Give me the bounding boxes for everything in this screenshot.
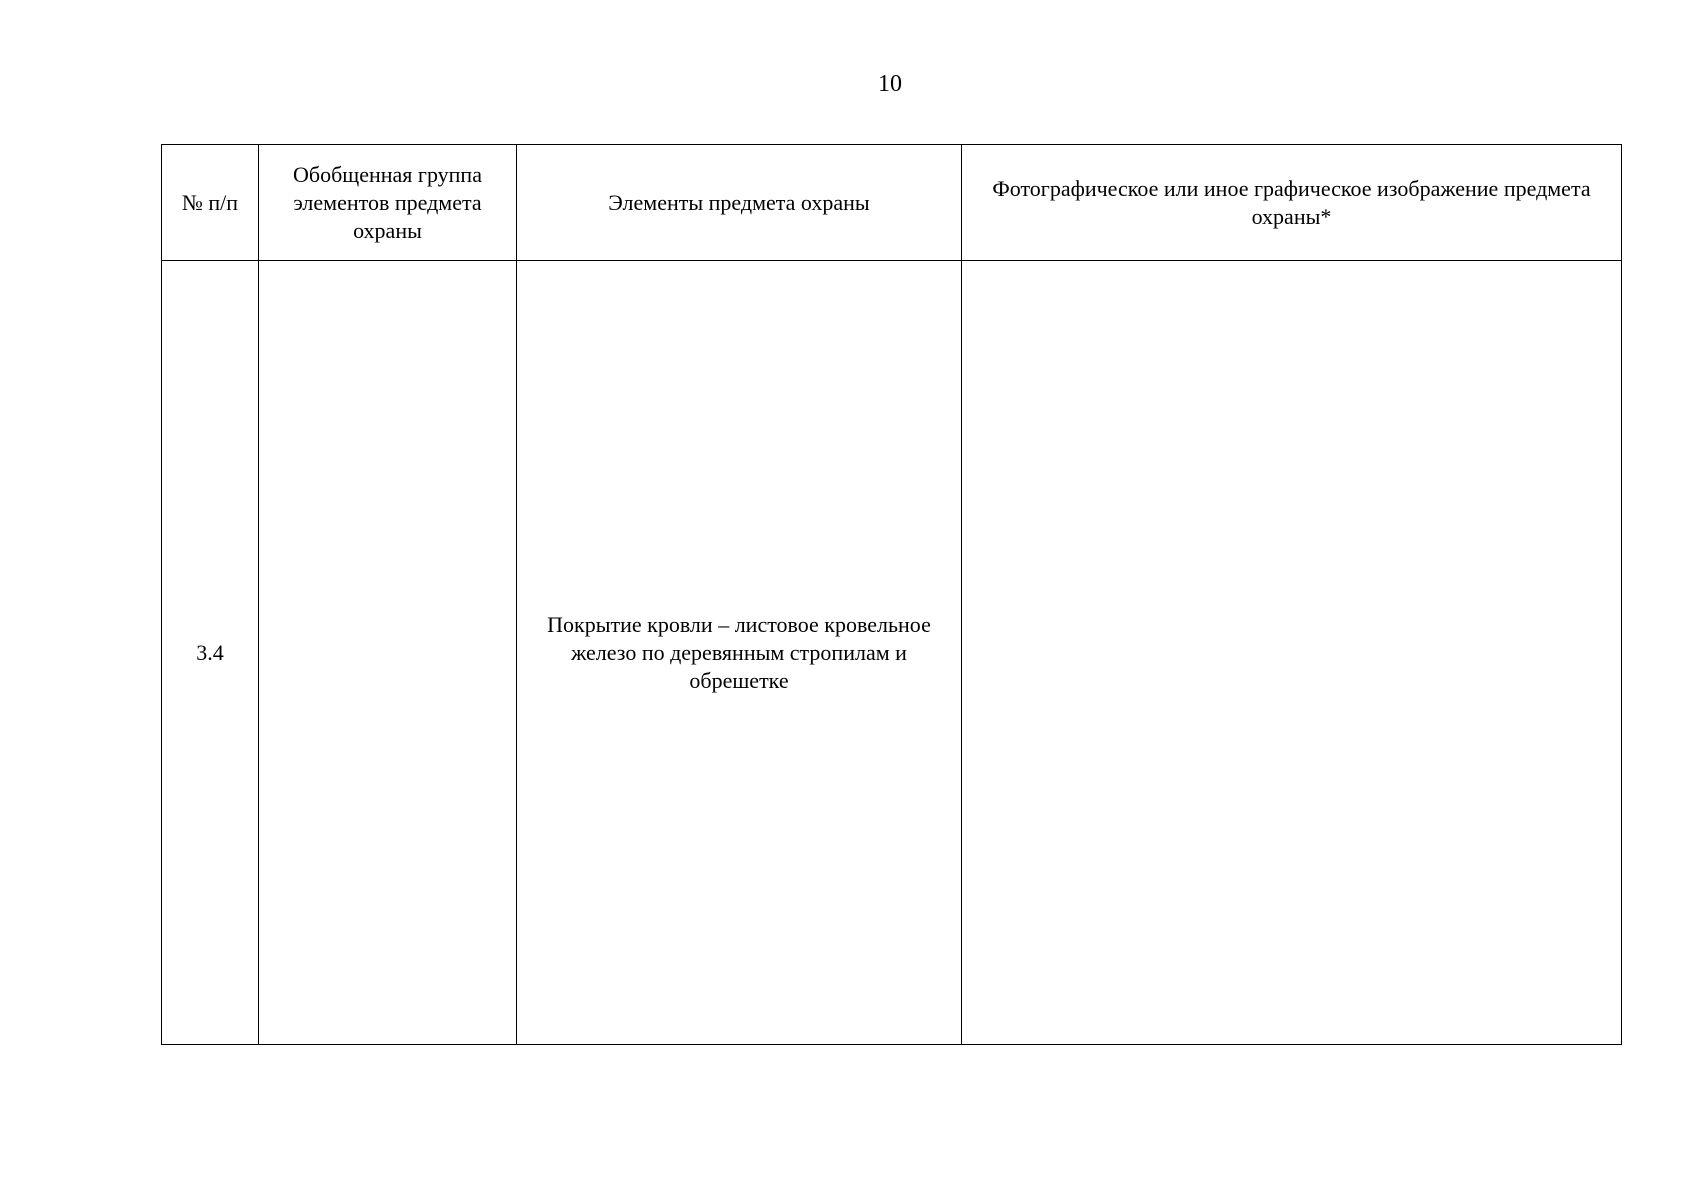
cell-number: 3.4 [162, 261, 259, 1045]
cell-elements: Покрытие кровли – листовое кровельное железо по деревянным стропилам и обрешетке [517, 261, 962, 1045]
cell-photo [962, 261, 1622, 1045]
table-header-row [162, 145, 1622, 261]
header-photo: Фотографическое или иное графическое изображение предмета охраны* [962, 145, 1622, 261]
page-number: 10 [878, 71, 902, 97]
header-number: № п/п [162, 145, 259, 261]
cell-group [259, 261, 517, 1045]
header-group: Обобщенная группа элементов предмета охраны [259, 145, 517, 261]
header-elements: Элементы предмета охраны [517, 145, 962, 261]
table-row [162, 261, 1622, 1045]
protection-subject-table [161, 144, 1622, 1045]
